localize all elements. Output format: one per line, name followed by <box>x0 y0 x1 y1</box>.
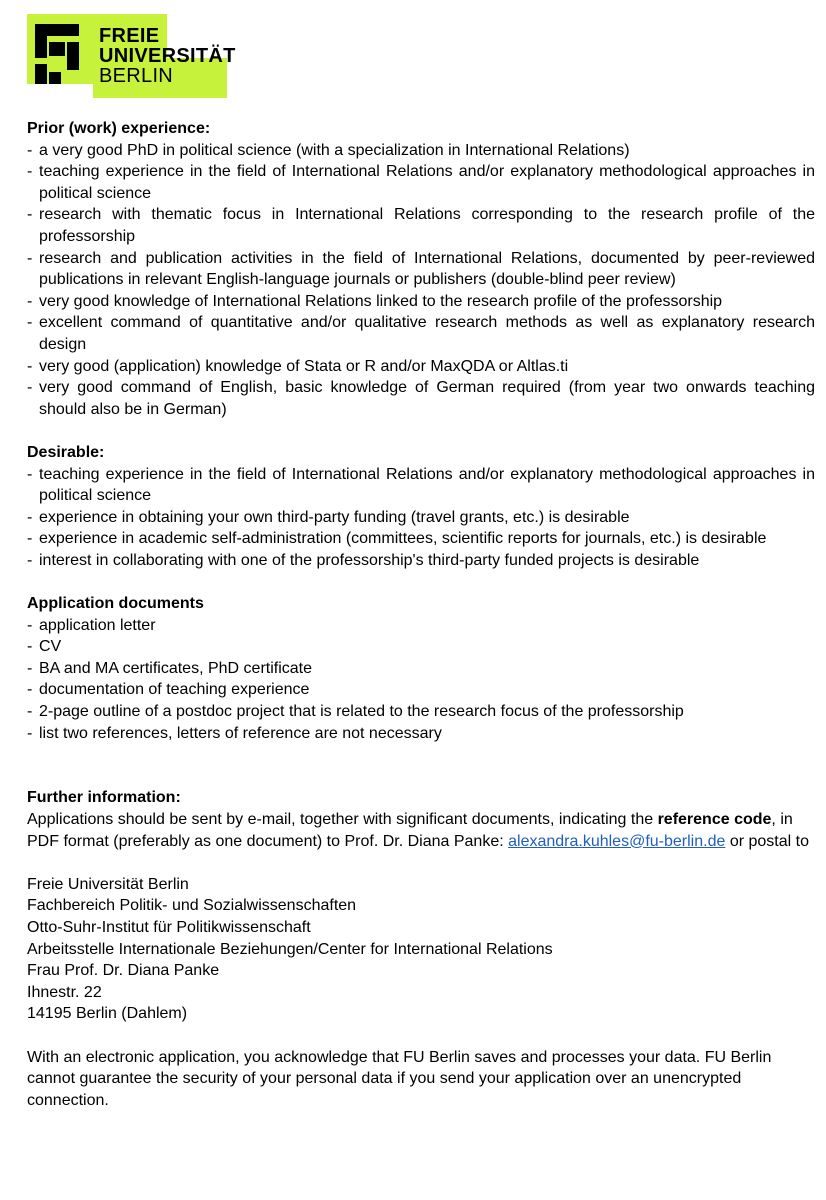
further-text-middle: , in PDF format (preferably as one document) to Prof. Dr. Diana Panke: <box>27 811 793 850</box>
list-item: - 2-page outline of a postdoc project that is related to the research focus of the professorship <box>27 701 815 723</box>
desirable-list <box>27 464 815 572</box>
spacer <box>27 1025 815 1047</box>
further-text-after: or postal to <box>725 832 809 850</box>
privacy-note: With an electronic application, you acknowledge that FU Berlin saves and processes your data. FU Berlin cannot guarantee the security of your personal data if you send your application over an unencrypted connection. <box>27 1048 772 1109</box>
list-item: - teaching experience in the field of International Relations and/or explanatory methodological approaches in political science <box>27 161 815 204</box>
address-line: Otto-Suhr-Institut für Politikwissenschaft <box>27 918 311 936</box>
address-line: Fachbereich Politik- und Sozialwissenschaften <box>27 897 357 915</box>
logo-line-berlin: BERLIN <box>99 65 174 87</box>
spacer <box>27 420 815 442</box>
list-item: - research with thematic focus in International Relations corresponding to the research profile of the professorship <box>27 204 815 247</box>
list-item: - research and publication activities in the field of International Relations, documented by peer-reviewed publications in relevant English-language journals or publishers (double-blind peer review) <box>27 248 815 291</box>
list-item: - BA and MA certificates, PhD certificate <box>27 658 815 680</box>
spacer <box>27 744 815 787</box>
list-item: - experience in obtaining your own third-party funding (travel grants, etc.) is desirable <box>27 507 815 529</box>
list-item: - very good (application) knowledge of Stata or R and/or MaxQDA or Altlas.ti <box>27 356 815 378</box>
logo-line-freie: FREIE <box>99 25 160 47</box>
fu-berlin-logo <box>27 14 236 98</box>
list-item: - teaching experience in the field of International Relations and/or explanatory methodological approaches in political science <box>27 464 815 507</box>
prior-experience-list <box>27 140 815 421</box>
spacer <box>27 852 815 874</box>
postal-address <box>27 874 815 1025</box>
address-line: Ihnestr. 22 <box>27 983 102 1001</box>
spacer <box>27 571 815 593</box>
list-item: - experience in academic self-administration (committees, scientific reports for journals, etc.) is desirable <box>27 528 815 550</box>
list-item: - very good command of English, basic knowledge of German required (from year two onwards teaching should also be in German) <box>27 377 815 420</box>
application-documents-heading: Application documents <box>27 595 204 613</box>
prior-experience-heading: Prior (work) experience: <box>27 120 211 137</box>
desirable-heading: Desirable: <box>27 443 105 461</box>
address-line: Freie Universität Berlin <box>27 875 189 893</box>
address-line: Frau Prof. Dr. Diana Panke <box>27 962 220 980</box>
list-item: - documentation of teaching experience <box>27 679 815 701</box>
list-item: - very good knowledge of International Relations linked to the research profile of the professorship <box>27 291 815 313</box>
list-item: - list two references, letters of reference are not necessary <box>27 723 815 745</box>
document-body <box>27 118 815 1111</box>
list-item: - excellent command of quantitative and/or qualitative research methods as well as explanatory research design <box>27 312 815 355</box>
contact-email-link[interactable]: alexandra.kuhles@fu-berlin.de <box>508 832 726 850</box>
logo-line-universitaet: UNIVERSITÄT <box>99 45 236 67</box>
list-item: - interest in collaborating with one of the professorship's third-party funded projects is desirable <box>27 550 815 572</box>
list-item: - application letter <box>27 615 815 637</box>
further-text-before: Applications should be sent by e-mail, together with significant documents, indicating the <box>27 811 658 828</box>
address-line: Arbeitsstelle Internationale Beziehungen/Center for International Relations <box>27 940 553 958</box>
further-information-heading: Further information: <box>27 789 181 807</box>
list-item: - a very good PhD in political science (with a specialization in International Relations) <box>27 140 815 162</box>
address-line: 14195 Berlin (Dahlem) <box>27 1005 188 1023</box>
application-documents-list <box>27 615 815 745</box>
list-item: - CV <box>27 636 815 658</box>
further-information-text <box>27 809 815 852</box>
reference-code-label: reference code <box>657 811 772 828</box>
logo-wordmark <box>99 26 236 86</box>
